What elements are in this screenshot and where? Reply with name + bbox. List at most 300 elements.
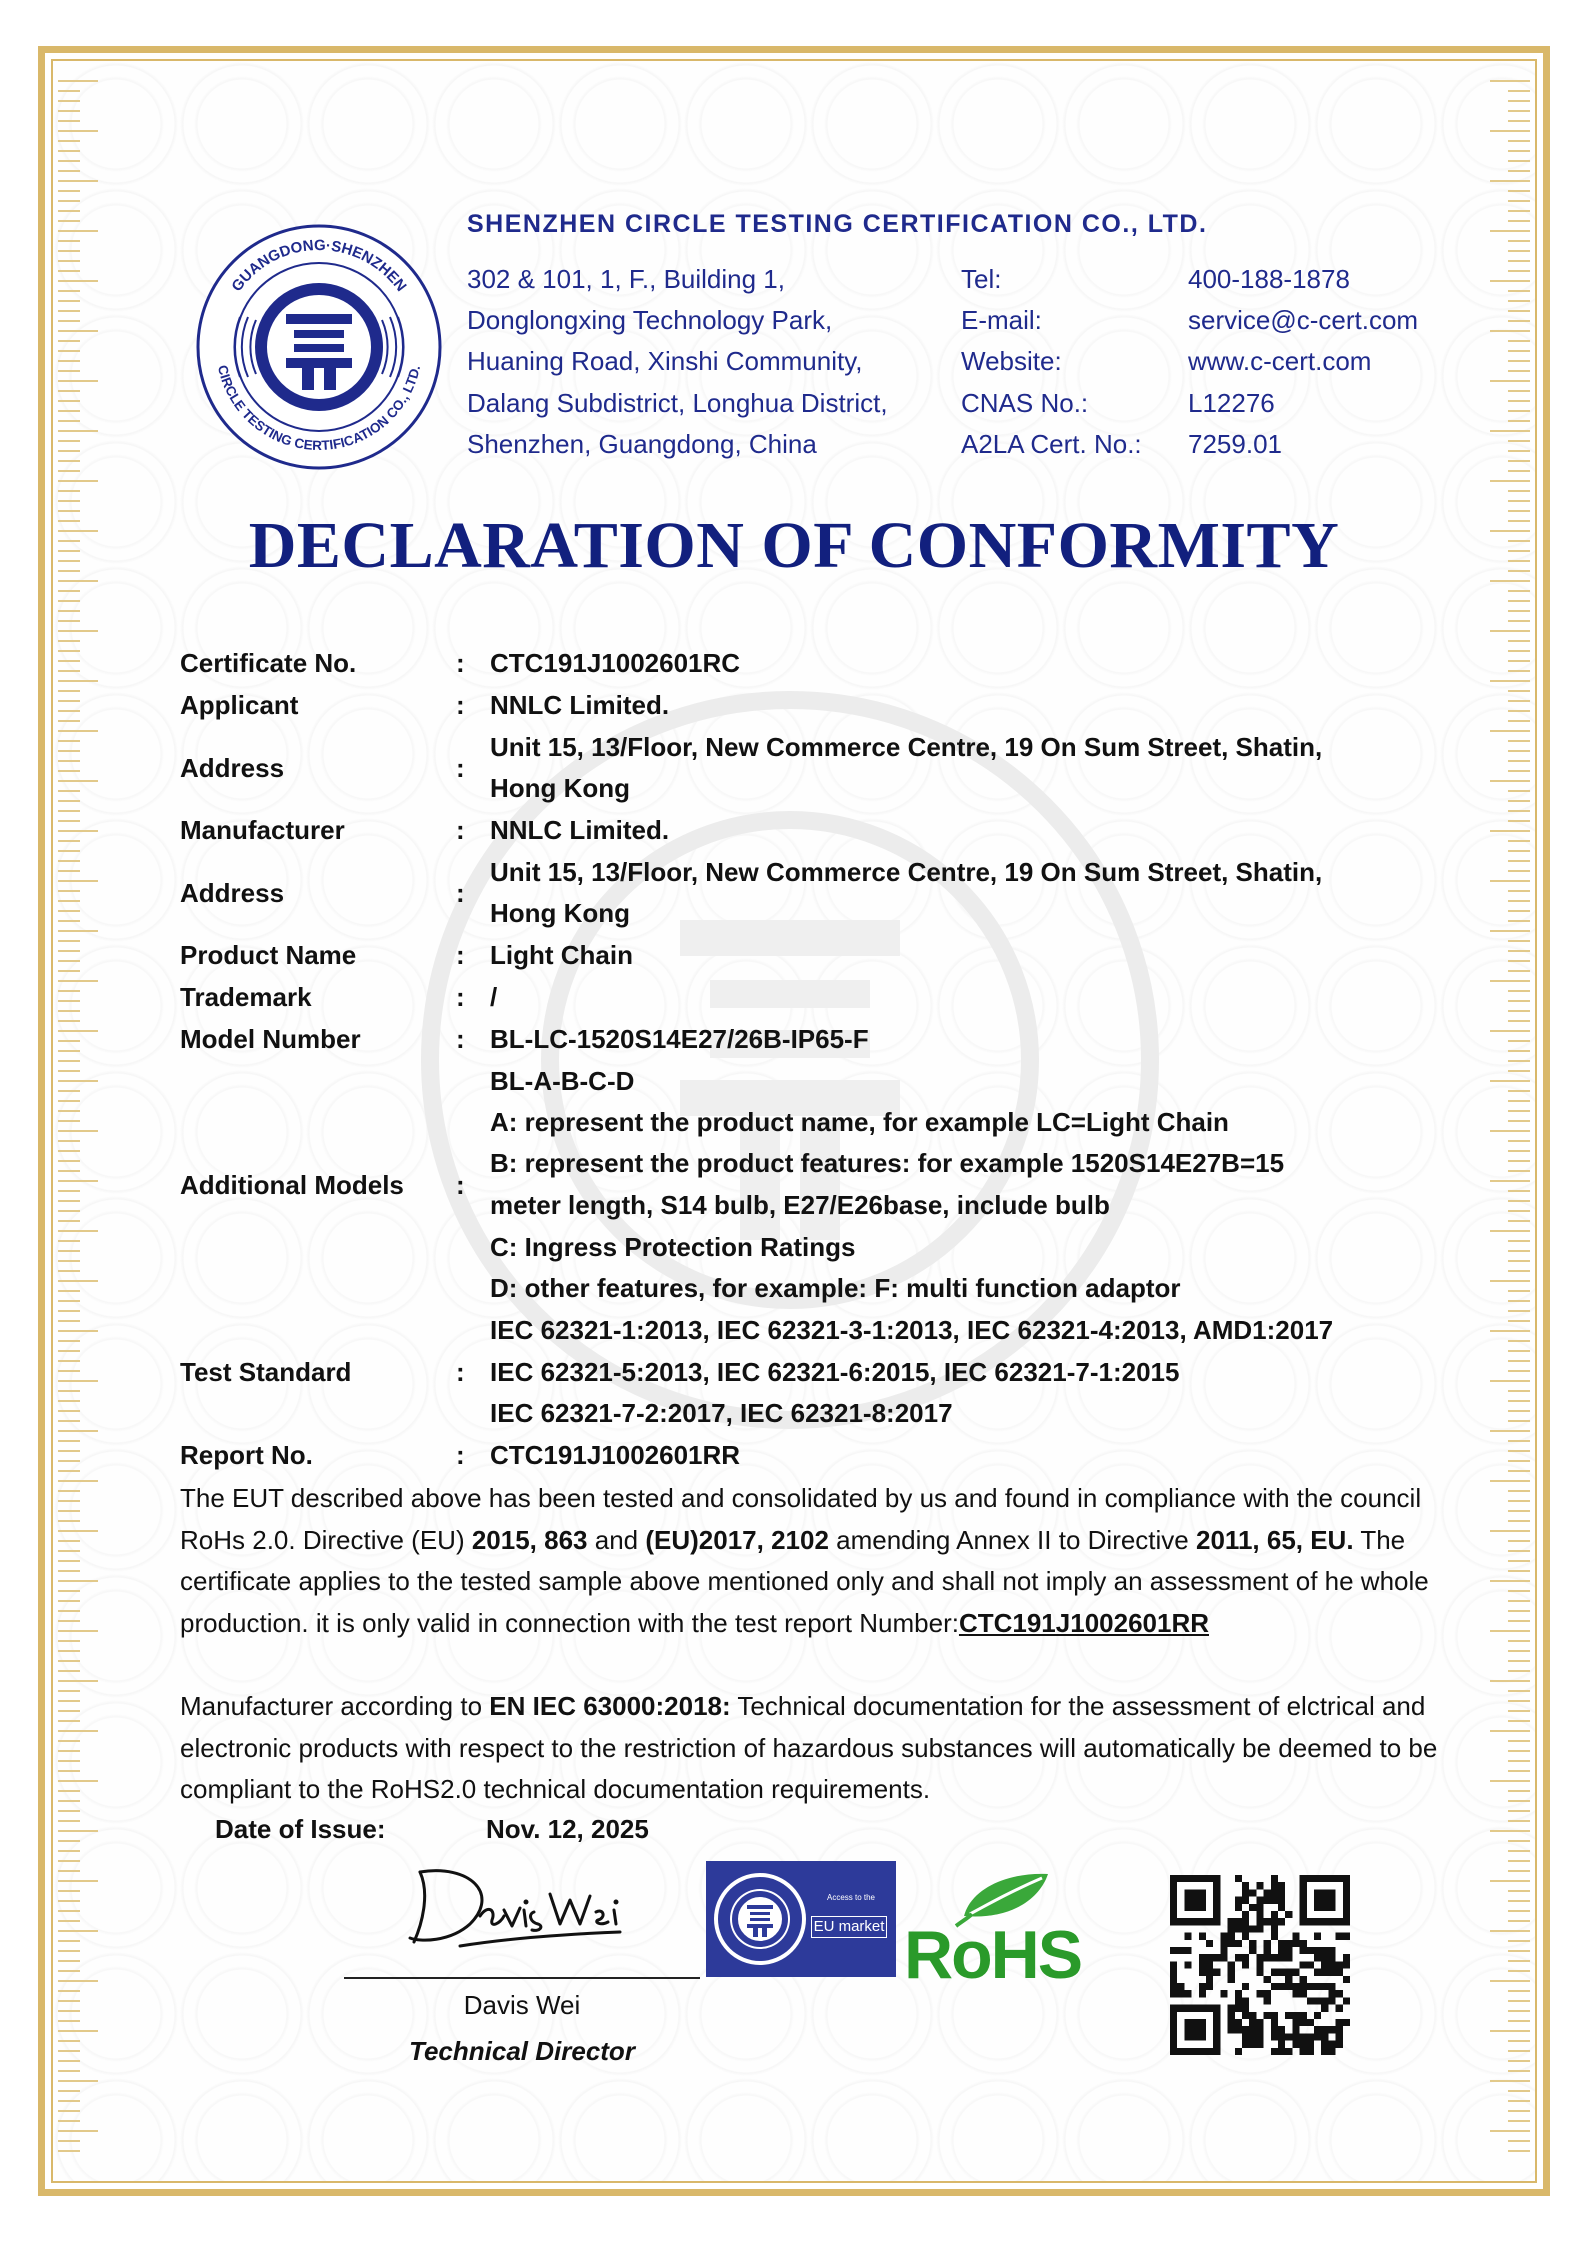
- border-tick: [58, 870, 80, 872]
- manufacturer-address-label: Address: [180, 878, 285, 908]
- border-tick: [58, 2140, 80, 2142]
- border-tick: [58, 1410, 80, 1412]
- applicant-address-line: Unit 15, 13/Floor, New Commerce Centre, 19 On Sum Street, Shatin,: [490, 732, 1323, 762]
- border-tick: [1508, 1340, 1530, 1342]
- border-tick: [1508, 170, 1530, 172]
- border-tick: [58, 2020, 80, 2022]
- border-tick: [58, 1180, 98, 1182]
- report-number-link[interactable]: CTC191J1002601RR: [958, 1607, 1209, 1638]
- border-tick: [1508, 470, 1530, 472]
- border-tick: [58, 970, 80, 972]
- border-tick: [1508, 2150, 1530, 2152]
- trademark-label: Trademark: [180, 982, 312, 1012]
- border-tick: [1508, 1870, 1530, 1872]
- border-tick: [1508, 1950, 1530, 1952]
- border-tick: [1490, 1380, 1530, 1382]
- border-tick: [1508, 720, 1530, 722]
- border-tick: [1508, 1450, 1530, 1452]
- border-tick: [1508, 1990, 1530, 1992]
- border-tick: [1508, 300, 1530, 302]
- border-tick: [1508, 320, 1530, 322]
- border-tick: [1508, 1970, 1530, 1972]
- border-tick: [1508, 1820, 1530, 1822]
- border-tick: [1508, 610, 1530, 612]
- border-tick: [1508, 800, 1530, 802]
- border-tick: [58, 390, 80, 392]
- border-tick: [1508, 690, 1530, 692]
- address-line: Shenzhen, Guangdong, China: [467, 429, 817, 459]
- border-tick: [58, 1640, 80, 1642]
- border-tick: [1490, 380, 1530, 382]
- border-tick: [1508, 1760, 1530, 1762]
- border-tick: [58, 1220, 80, 1222]
- border-tick: [1490, 130, 1530, 132]
- border-tick: [1508, 1690, 1530, 1692]
- company-name: SHENZHEN CIRCLE TESTING CERTIFICATION CO., LTD.: [467, 210, 1208, 238]
- border-tick: [58, 1480, 98, 1482]
- signature-line: [344, 1977, 700, 1979]
- border-tick: [1508, 1670, 1530, 1672]
- border-tick: [58, 1070, 80, 1072]
- border-tick: [1508, 1310, 1530, 1312]
- border-tick: [1490, 2080, 1530, 2082]
- statement-text: Technical documentation for the assessment of elctrical and electronic products with respect to the restriction of hazardous substances will automatically be deemed to be compliant to the RoHS2.0 technical documentation requirements.: [180, 1691, 1438, 1805]
- border-tick: [1508, 1100, 1530, 1102]
- border-tick: [58, 740, 80, 742]
- border-tick: [58, 1850, 80, 1852]
- border-tick: [1508, 1860, 1530, 1862]
- border-tick: [58, 1440, 80, 1442]
- border-tick: [58, 190, 80, 192]
- border-tick: [58, 1620, 80, 1622]
- rohs-logo-text: RoHS: [904, 1917, 1082, 1993]
- border-tick: [1508, 760, 1530, 762]
- border-tick: [58, 230, 98, 232]
- border-tick: [58, 170, 80, 172]
- border-tick: [1490, 1880, 1530, 1882]
- border-tick: [58, 760, 80, 762]
- seal-text-top: GUANGDONG·SHENZHEN: [228, 236, 410, 295]
- border-tick: [1508, 1240, 1530, 1242]
- eu-market-badge: [706, 1861, 896, 1977]
- border-tick: [58, 1280, 98, 1282]
- rohs-badge: [900, 1870, 1090, 1993]
- border-tick: [1508, 840, 1530, 842]
- border-tick: [1508, 190, 1530, 192]
- border-tick: [58, 890, 80, 892]
- border-tick: [1508, 1160, 1530, 1162]
- field-colon: :: [456, 982, 465, 1012]
- model-number-label: Model Number: [180, 1024, 361, 1054]
- border-tick: [58, 90, 80, 92]
- border-tick: [58, 1270, 80, 1272]
- border-tick: [58, 1210, 80, 1212]
- border-tick: [1508, 410, 1530, 412]
- border-tick: [1508, 340, 1530, 342]
- border-tick: [58, 990, 80, 992]
- border-tick: [1508, 110, 1530, 112]
- border-tick: [58, 480, 98, 482]
- manufacturer-label: Manufacturer: [180, 815, 345, 845]
- border-tick: [58, 1910, 80, 1912]
- signatory-name: Davis Wei: [463, 1990, 581, 2020]
- border-tick: [58, 810, 80, 812]
- field-colon: :: [456, 815, 465, 845]
- border-tick: [58, 1330, 98, 1332]
- statement-bold: 2015, 863: [471, 1524, 588, 1555]
- border-tick: [1508, 220, 1530, 222]
- border-tick: [58, 880, 98, 882]
- border-tick: [1508, 1110, 1530, 1112]
- border-tick: [58, 790, 80, 792]
- additional-models-line: meter length, S14 bulb, E27/E26base, include bulb: [490, 1190, 1110, 1220]
- border-tick: [1508, 1940, 1530, 1942]
- cnas-value: L12276: [1188, 388, 1275, 418]
- statement-text: Manufacturer according to: [180, 1691, 490, 1721]
- border-tick: [58, 2150, 80, 2152]
- border-tick: [58, 700, 80, 702]
- border-tick: [58, 940, 80, 942]
- border-tick: [1508, 970, 1530, 972]
- border-tick: [58, 1940, 80, 1942]
- border-tick: [1508, 250, 1530, 252]
- border-tick: [1508, 1300, 1530, 1302]
- border-tick: [1508, 1360, 1530, 1362]
- border-tick: [58, 1230, 98, 1232]
- border-tick: [58, 1300, 80, 1302]
- test-standard-line: IEC 62321-5:2013, IEC 62321-6:2015, IEC 62321-7-1:2015: [490, 1357, 1180, 1387]
- border-tick: [58, 2120, 80, 2122]
- border-tick: [58, 1450, 80, 1452]
- border-tick: [58, 2090, 80, 2092]
- border-tick: [1508, 210, 1530, 212]
- border-tick: [1508, 1250, 1530, 1252]
- border-tick: [1508, 1070, 1530, 1072]
- additional-models-line: A: represent the product name, for example LC=Light Chain: [490, 1107, 1229, 1137]
- applicant-address-label: Address: [180, 753, 285, 783]
- border-tick: [1508, 1570, 1530, 1572]
- border-ticks-right: [1490, 80, 1530, 2160]
- border-tick: [1508, 1810, 1530, 1812]
- border-tick: [58, 1710, 80, 1712]
- border-tick: [1508, 1460, 1530, 1462]
- border-tick: [58, 80, 98, 82]
- border-tick: [1508, 1590, 1530, 1592]
- border-tick: [58, 1470, 80, 1472]
- border-tick: [58, 1690, 80, 1692]
- signatory-title: Technical Director: [409, 2036, 635, 2066]
- border-tick: [1508, 1790, 1530, 1792]
- applicant-address-line: Hong Kong: [490, 773, 631, 803]
- border-tick: [58, 1460, 80, 1462]
- border-tick: [58, 460, 80, 462]
- border-tick: [58, 780, 98, 782]
- border-tick: [58, 1610, 80, 1612]
- border-tick: [1508, 1150, 1530, 1152]
- border-tick: [1508, 810, 1530, 812]
- email-label: E-mail:: [961, 305, 1042, 335]
- border-tick: [58, 1200, 80, 1202]
- border-tick: [1508, 1420, 1530, 1422]
- border-tick: [58, 370, 80, 372]
- border-tick: [1508, 1320, 1530, 1322]
- address-line: 302 & 101, 1, F., Building 1,: [467, 264, 785, 294]
- certificate-no-label: Certificate No.: [180, 648, 357, 678]
- border-tick: [58, 1870, 80, 1872]
- border-tick: [58, 720, 80, 722]
- border-tick: [58, 1830, 98, 1832]
- border-tick: [58, 1320, 80, 1322]
- border-tick: [1508, 1600, 1530, 1602]
- border-tick: [58, 1880, 98, 1882]
- border-tick: [1508, 2050, 1530, 2052]
- border-tick: [1508, 1540, 1530, 1542]
- border-tick: [1490, 1930, 1530, 1932]
- additional-models-label: Additional Models: [180, 1170, 404, 1200]
- border-tick: [58, 440, 80, 442]
- border-tick: [1508, 850, 1530, 852]
- border-tick: [1508, 270, 1530, 272]
- border-tick: [1508, 360, 1530, 362]
- border-tick: [58, 1980, 98, 1982]
- border-tick: [58, 340, 80, 342]
- border-tick: [58, 350, 80, 352]
- border-tick: [58, 2040, 80, 2042]
- border-tick: [58, 1310, 80, 1312]
- border-tick: [1508, 2010, 1530, 2012]
- border-tick: [58, 620, 80, 622]
- border-tick: [58, 1250, 80, 1252]
- border-tick: [1508, 660, 1530, 662]
- border-tick: [1508, 1960, 1530, 1962]
- border-tick: [58, 1190, 80, 1192]
- border-tick: [1508, 1440, 1530, 1442]
- border-tick: [58, 1840, 80, 1842]
- border-tick: [1490, 1330, 1530, 1332]
- border-tick: [58, 1890, 80, 1892]
- border-tick: [58, 1290, 80, 1292]
- border-tick: [58, 1540, 80, 1542]
- statement-text: and: [587, 1524, 646, 1555]
- border-tick: [1490, 2030, 1530, 2032]
- border-tick: [58, 1110, 80, 1112]
- border-tick: [1508, 1290, 1530, 1292]
- border-tick: [58, 680, 98, 682]
- border-tick: [1508, 620, 1530, 622]
- border-tick: [1508, 120, 1530, 122]
- field-colon: :: [456, 1440, 465, 1470]
- border-tick: [1508, 420, 1530, 422]
- border-tick: [1490, 280, 1530, 282]
- border-tick: [58, 1570, 80, 1572]
- border-tick: [1508, 960, 1530, 962]
- border-tick: [58, 1030, 98, 1032]
- border-tick: [1490, 430, 1530, 432]
- border-tick: [1508, 440, 1530, 442]
- border-tick: [1508, 640, 1530, 642]
- manufacturer-address-line: Hong Kong: [490, 898, 631, 928]
- border-tick: [1508, 990, 1530, 992]
- border-tick: [1508, 1010, 1530, 1012]
- border-tick: [58, 1100, 80, 1102]
- border-tick: [1508, 1370, 1530, 1372]
- additional-models-line: BL-A-B-C-D: [490, 1066, 635, 1096]
- border-tick: [58, 600, 80, 602]
- border-tick: [1508, 1470, 1530, 1472]
- border-tick: [58, 1990, 80, 1992]
- border-tick: [1508, 450, 1530, 452]
- border-tick: [1508, 1660, 1530, 1662]
- website-link[interactable]: www.c-cert.com: [1188, 346, 1372, 376]
- border-tick: [1508, 460, 1530, 462]
- field-colon: :: [456, 690, 465, 720]
- border-tick: [58, 1860, 80, 1862]
- border-tick: [1508, 2000, 1530, 2002]
- qr-code[interactable]: [1170, 1875, 1350, 2055]
- border-tick: [1508, 1770, 1530, 1772]
- border-tick: [58, 1720, 80, 1722]
- border-tick: [1490, 880, 1530, 882]
- border-tick: [58, 1430, 98, 1432]
- border-tick: [58, 1520, 80, 1522]
- trademark-value: /: [490, 982, 498, 1012]
- border-tick: [1508, 950, 1530, 952]
- border-tick: [58, 1420, 80, 1422]
- border-tick: [58, 1780, 98, 1782]
- border-tick: [58, 430, 98, 432]
- border-tick: [58, 400, 80, 402]
- email-link[interactable]: service@c-cert.com: [1188, 305, 1419, 335]
- manufacturer-value: NNLC Limited.: [490, 815, 670, 845]
- cnas-label: CNAS No.:: [961, 388, 1089, 418]
- border-tick: [1508, 750, 1530, 752]
- border-tick: [1508, 140, 1530, 142]
- border-tick: [1508, 1620, 1530, 1622]
- border-tick: [58, 1760, 80, 1762]
- border-tick: [1508, 1840, 1530, 1842]
- address-line: Donglongxing Technology Park,: [467, 305, 833, 335]
- border-tick: [1490, 1830, 1530, 1832]
- border-tick: [1508, 870, 1530, 872]
- border-tick: [58, 2060, 80, 2062]
- product-name-value: Light Chain: [490, 940, 633, 970]
- border-tick: [1508, 390, 1530, 392]
- border-tick: [1508, 1410, 1530, 1412]
- seal-text-bottom: CIRCLE TESTING CERTIFICATION CO., LTD.: [214, 363, 424, 454]
- border-tick: [1490, 630, 1530, 632]
- border-tick: [58, 2030, 98, 2032]
- border-tick: [58, 630, 98, 632]
- border-tick: [58, 650, 80, 652]
- border-tick: [58, 2050, 80, 2052]
- test-standard-line: IEC 62321-7-2:2017, IEC 62321-8:2017: [490, 1398, 953, 1428]
- border-tick: [1508, 1710, 1530, 1712]
- border-tick: [1508, 2120, 1530, 2122]
- border-tick: [1508, 350, 1530, 352]
- border-tick: [1508, 600, 1530, 602]
- border-tick: [58, 1160, 80, 1162]
- border-tick: [1508, 820, 1530, 822]
- border-tick: [1508, 1520, 1530, 1522]
- border-tick: [1508, 1720, 1530, 1722]
- border-tick: [58, 1370, 80, 1372]
- border-tick: [58, 2000, 80, 2002]
- border-tick: [58, 410, 80, 412]
- border-tick: [58, 250, 80, 252]
- border-tick: [58, 140, 80, 142]
- border-tick: [1508, 2090, 1530, 2092]
- border-tick: [58, 260, 80, 262]
- border-tick: [58, 1770, 80, 1772]
- border-tick: [58, 200, 80, 202]
- border-tick: [58, 920, 80, 922]
- border-tick: [58, 640, 80, 642]
- border-tick: [1490, 2130, 1530, 2132]
- border-tick: [58, 1820, 80, 1822]
- border-tick: [58, 320, 80, 322]
- field-colon: :: [456, 648, 465, 678]
- border-tick: [1508, 2070, 1530, 2072]
- a2la-label: A2LA Cert. No.:: [961, 429, 1142, 459]
- handwritten-signature: [400, 1854, 640, 1954]
- border-tick: [58, 980, 98, 982]
- test-standard-line: IEC 62321-1:2013, IEC 62321-3-1:2013, IEC 62321-4:2013, AMD1:2017: [490, 1315, 1334, 1345]
- border-tick: [58, 150, 80, 152]
- border-tick: [1508, 1390, 1530, 1392]
- border-tick: [1508, 710, 1530, 712]
- border-tick: [58, 850, 80, 852]
- border-tick: [1490, 1180, 1530, 1182]
- border-tick: [1508, 770, 1530, 772]
- eu-seal-icon: [708, 1861, 808, 1977]
- border-tick: [58, 1970, 80, 1972]
- border-tick: [1508, 1700, 1530, 1702]
- border-tick: [58, 1130, 98, 1132]
- date-of-issue-value: Nov. 12, 2025: [486, 1814, 649, 1844]
- border-tick: [1490, 1130, 1530, 1132]
- border-tick: [1508, 490, 1530, 492]
- border-tick: [1508, 1640, 1530, 1642]
- border-tick: [1508, 1040, 1530, 1042]
- border-tick: [1508, 1090, 1530, 1092]
- border-tick: [1490, 80, 1530, 82]
- border-tick: [58, 330, 98, 332]
- border-tick: [58, 160, 80, 162]
- border-tick: [1508, 200, 1530, 202]
- border-tick: [58, 950, 80, 952]
- border-tick: [1508, 1190, 1530, 1192]
- statement-bold: EN IEC 63000:2018:: [489, 1691, 731, 1721]
- border-tick: [58, 1340, 80, 1342]
- border-tick: [58, 500, 80, 502]
- border-tick: [1508, 1890, 1530, 1892]
- report-no-value: CTC191J1002601RR: [490, 1440, 741, 1470]
- border-tick: [1508, 1900, 1530, 1902]
- border-tick: [58, 770, 80, 772]
- border-tick: [1490, 1980, 1530, 1982]
- border-tick: [1490, 330, 1530, 332]
- border-tick: [1508, 1920, 1530, 1922]
- date-of-issue-label: Date of Issue:: [215, 1814, 386, 1844]
- border-tick: [1490, 230, 1530, 232]
- border-tick: [58, 450, 80, 452]
- border-tick: [58, 1500, 80, 1502]
- border-tick: [58, 1240, 80, 1242]
- border-tick: [1508, 1400, 1530, 1402]
- border-tick: [1508, 1550, 1530, 1552]
- border-tick: [58, 1590, 80, 1592]
- border-tick: [58, 1600, 80, 1602]
